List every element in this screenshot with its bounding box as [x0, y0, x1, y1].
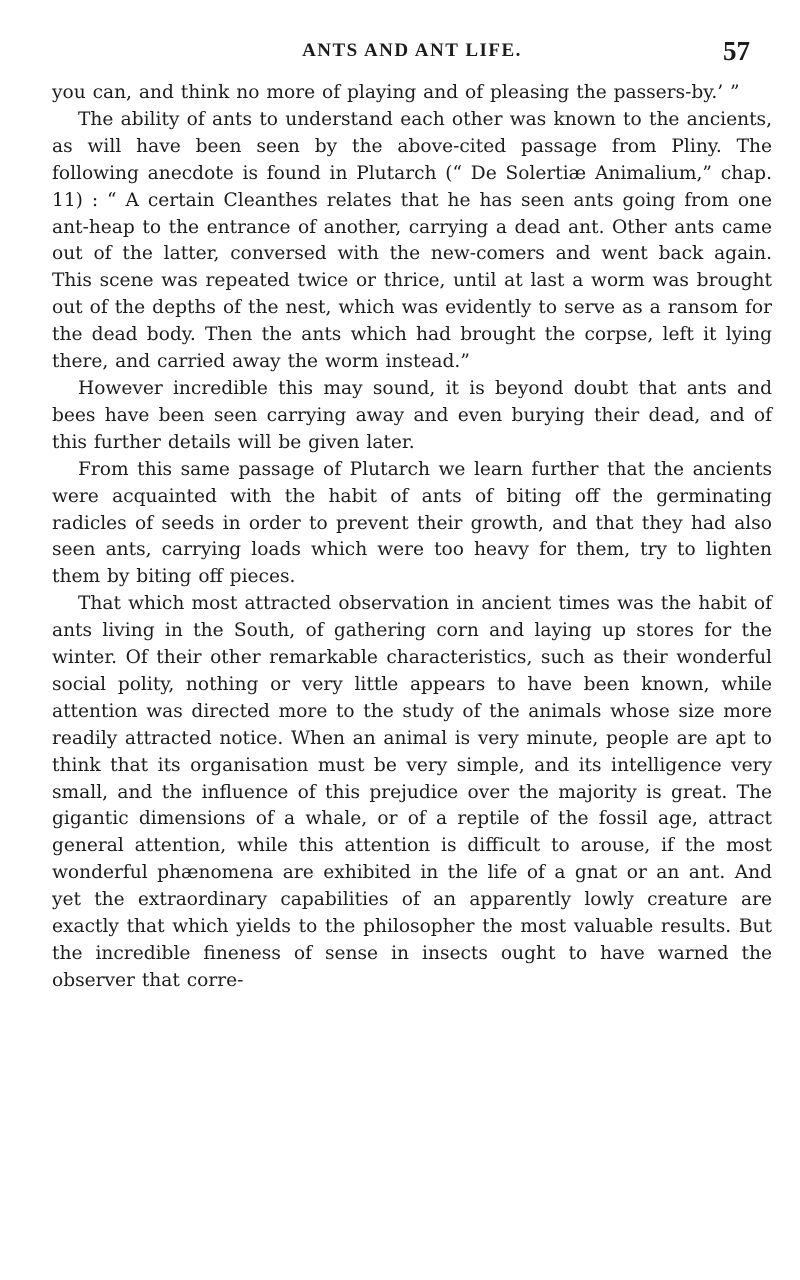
book-page — [52, 36, 772, 995]
paragraph: That which most attracted observation in ancient times was the habit of ants living in the South, of gathering corn and laying up stores for the winter. Of their other remarkable characteristics, such as their wonderful social polity, nothing or very little appears to have been known, while attention was directed more to the study of the animals whose size more readily attracted notice. When an animal is very minute, people are apt to think that its organisation must be very simple, and its intelligence very small, and the influence of this prejudice over the majority is great. The gigantic dimensions of a whale, or of a reptile of the fossil age, attract general attention, while this attention is difficult to arouse, if the most wonderful phænomena are exhibited in the life of a gnat or an ant. And yet the extraordinary capabilities of an apparently lowly creature are exactly that which yields to the philosopher the most valuable results. But the incredible fineness of sense in insects ought to have warned the observer that corre- — [52, 593, 772, 991]
page-number: 57 — [723, 36, 750, 66]
paragraph: The ability of ants to understand each other was known to the ancients, as will have been seen by the above-cited passage from Pliny. The following anecdote is found in Plutarch (“ De Solertiæ Animalium,” chap. 11) : “ A certain Cleanthes relates that he has seen ants going from one ant-heap to the entrance of another, carrying a dead ant. Other ants came out of the latter, conversed with the new-comers and went back again. This scene was repeated twice or thrice, until at last a worm was brought out of the depths of the nest, which was evidently to serve as a ransom for the dead body. Then the ants which had brought the corpse, left it lying there, and carried away the worm instead.” — [52, 108, 772, 373]
paragraph: However incredible this may sound, it is beyond doubt that ants and bees have been seen carrying away and even burying their dead, and of this further details will be given later. — [52, 377, 772, 453]
body-text — [52, 80, 772, 995]
paragraph: From this same passage of Plutarch we learn further that the ancients were acquainted with the habit of ants of biting off the germinating radicles of seeds in order to prevent their growth, and that they had also seen ants, carrying loads which were too heavy for them, try to lighten them by biting off pieces. — [52, 458, 772, 588]
paragraph: you can, and think no more of playing and of pleasing the passers-by.’ ” — [52, 82, 740, 103]
running-title: ANTS AND ANT LIFE. — [302, 40, 522, 61]
page-header — [52, 36, 772, 76]
